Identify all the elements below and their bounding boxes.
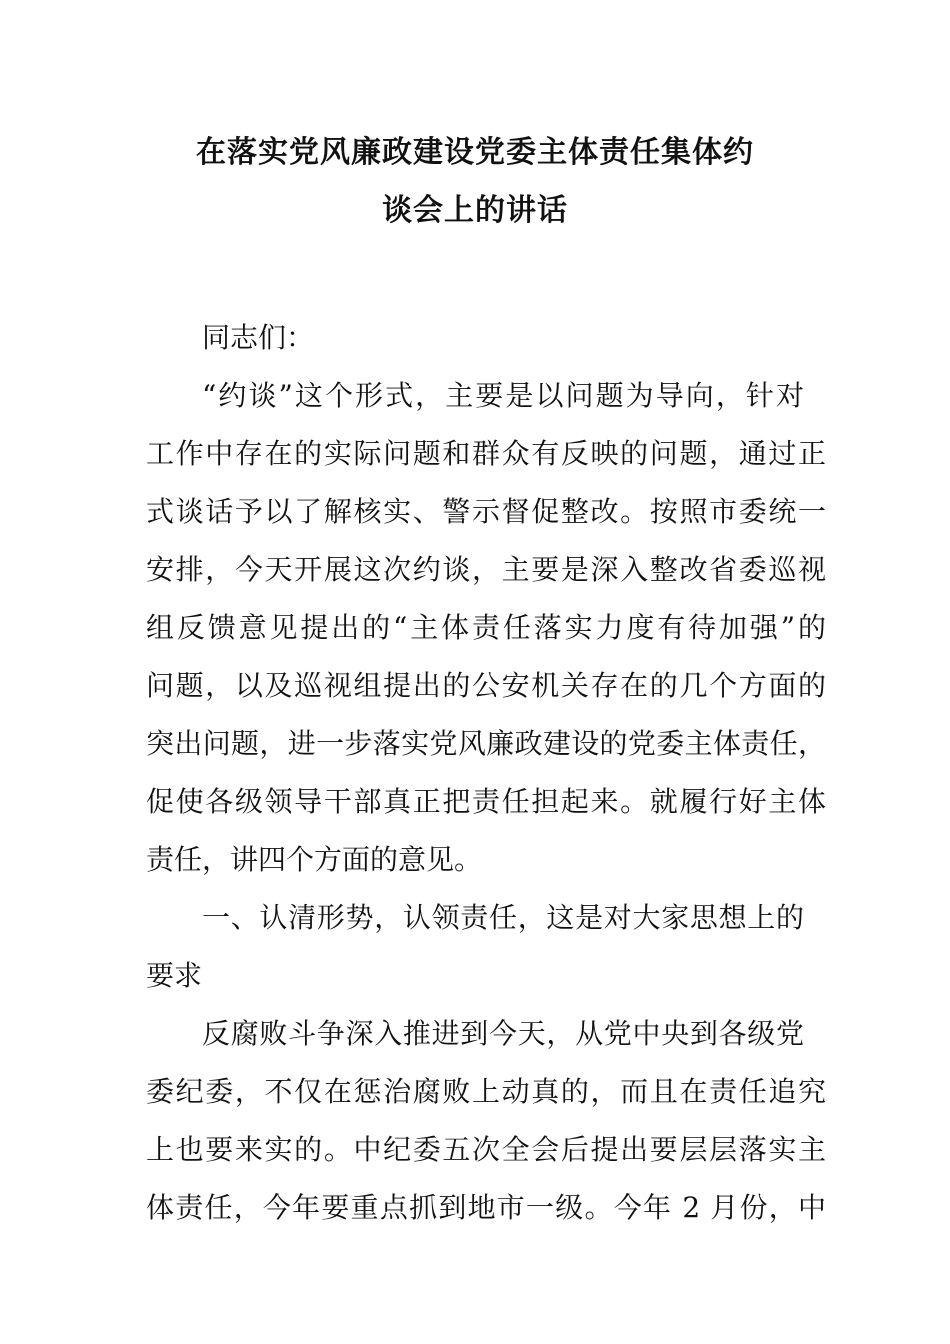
paragraph-line: 工作中存在的实际问题和群众有反映的问题，通过正 — [146, 437, 826, 470]
paragraph-line: “约谈”这个形式，主要是以问题为导向，针对 — [202, 379, 804, 412]
paragraph-line: 委纪委，不仅在惩治腐败上动真的，而且在责任追究 — [146, 1075, 826, 1108]
paragraph-line: 反腐败斗争深入推进到今天，从党中央到各级党 — [202, 1017, 804, 1050]
paragraph-line: 安排，今天开展这次约谈，主要是深入整改省委巡视 — [146, 553, 826, 586]
document-title-line-2: 谈会上的讲话 — [382, 193, 568, 228]
document-title-line-1: 在落实党风廉政建设党委主体责任集体约 — [196, 135, 754, 170]
paragraph-line: 问题，以及巡视组提出的公安机关存在的几个方面的 — [146, 669, 826, 702]
paragraph-line: 促使各级领导干部真正把责任担起来。就履行好主体 — [146, 785, 826, 818]
paragraph-line: 组反馈意见提出的“主体责任落实力度有待加强”的 — [146, 611, 826, 644]
section-heading-line: 要求 — [146, 959, 203, 992]
paragraph-line: 责任，讲四个方面的意见。 — [146, 843, 483, 876]
paragraph-line: 上也要来实的。中纪委五次全会后提出要层层落实主 — [146, 1133, 826, 1166]
paragraph-line: 体责任，今年要重点抓到地市一级。今年 2 月份，中 — [146, 1191, 826, 1224]
paragraph-line: 式谈话予以了解核实、警示督促整改。按照市委统一 — [146, 495, 826, 528]
salutation: 同志们： — [202, 321, 315, 354]
section-heading-line: 一、认清形势，认领责任，这是对大家思想上的 — [202, 901, 804, 934]
paragraph-line: 突出问题，进一步落实党风廉政建设的党委主体责任， — [146, 727, 826, 760]
